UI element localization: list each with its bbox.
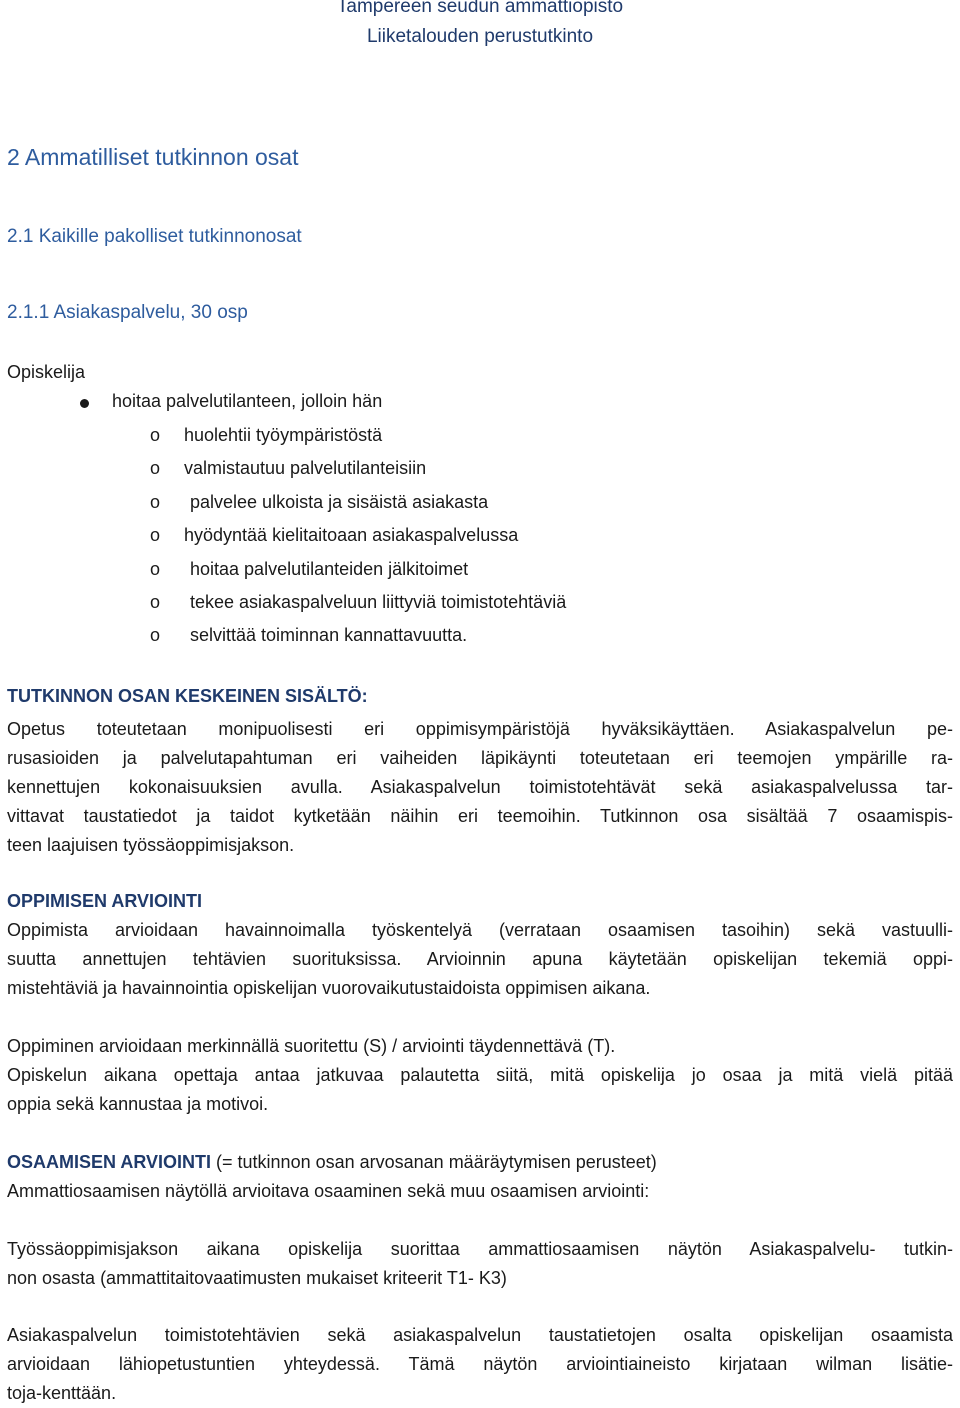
list-item: tekee asiakaspalveluun liittyviä toimistotehtäviä — [190, 592, 567, 612]
assessment-line: Oppimista arvioidaan havainnoimalla työskentelyä (verrataan osaamisen tasoihin) sekä vastuulli- — [7, 920, 953, 940]
bullet-marker — [80, 399, 89, 408]
content-line: kennettujen kokonaisuuksien avulla. Asiakaspalvelun toimistotehtävät sekä asiakaspalvelussa tar- — [7, 777, 953, 797]
list-item: valmistautuu palvelutilanteisiin — [184, 458, 427, 478]
list-marker: o — [150, 625, 161, 645]
content-line: teen laajuisen työssäoppimisjakson. — [7, 835, 295, 855]
list-marker: o — [150, 458, 161, 478]
assessment-heading: OPPIMISEN ARVIOINTI — [7, 891, 203, 911]
content-line: rusasioiden ja palvelutapahtuman eri vaiheiden läpikäynti toteutetaan eri teemojen ympärille ra- — [7, 748, 953, 768]
list-item: palvelee ulkoista ja sisäistä asiakasta — [190, 492, 489, 512]
competence-heading-line — [7, 1148, 953, 1177]
list-item: selvittää toiminnan kannattavuutta. — [190, 625, 468, 645]
assessment-line: Opiskelun aikana opettaja antaa jatkuvaa palautetta siitä, mitä opiskelija jo osaa ja mitä vielä pitää — [7, 1065, 953, 1085]
list-marker: o — [150, 559, 161, 579]
list-item: huolehtii työympäristöstä — [184, 425, 383, 445]
subsection-heading: 2.1 Kaikille pakolliset tutkinnonosat — [7, 226, 302, 247]
assessment-line: Oppiminen arvioidaan merkinnällä suoritettu (S) / arviointi täydennettävä (T). — [7, 1036, 616, 1056]
section-heading: 2 Ammatilliset tutkinnon osat — [7, 144, 299, 170]
competence-line: Asiakaspalvelun toimistotehtävien sekä asiakaspalvelun taustatietojen osalta opiskelijan osaamista — [7, 1325, 953, 1345]
list-marker: o — [150, 492, 161, 512]
content-heading: TUTKINNON OSAN KESKEINEN SISÄLTÖ: — [7, 686, 368, 706]
competence-line: toja-kenttään. — [7, 1383, 117, 1403]
list-marker: o — [150, 525, 161, 545]
assessment-line: suutta annettujen tehtävien suorituksissa. Arvioinnin apuna käytetään opiskelijan tekemiä oppi- — [7, 949, 953, 969]
competence-intro: Ammattiosaamisen näytöllä arvioitava osaaminen sekä muu osaamisen arviointi: — [7, 1181, 650, 1201]
subsubsection-heading: 2.1.1 Asiakaspalvelu, 30 osp — [7, 302, 248, 323]
list-item: hyödyntää kielitaitoaan asiakaspalvelussa — [184, 525, 519, 545]
student-label: Opiskelija — [7, 362, 86, 382]
content-line: vittavat taustatiedot ja taidot kytketään näihin eri teemoihin. Tutkinnon osa sisältää 7 osaamispis- — [7, 806, 953, 826]
competence-line: arvioidaan lähiopetustuntien yhteydessä. Tämä näytön arviointiaineisto kirjataan wilman lisätie- — [7, 1354, 953, 1374]
bullet-text: hoitaa palvelutilanteen, jolloin hän — [112, 391, 383, 411]
competence-line: Työssäoppimisjakson aikana opiskelija suorittaa ammattiosaamisen näytön Asiakaspalvelu- tutkin- — [7, 1239, 953, 1259]
competence-heading: OSAAMISEN ARVIOINTI — [7, 1152, 212, 1172]
content-line: Opetus toteutetaan monipuolisesti eri oppimisympäristöjä hyväksikäyttäen. Asiakaspalvelun pe- — [7, 719, 953, 739]
competence-line: non osasta (ammattitaitovaatimusten mukaiset kriteerit T1- K3) — [7, 1268, 507, 1288]
assessment-line: oppia sekä kannustaa ja motivoi. — [7, 1094, 269, 1114]
header-degree: Liiketalouden perustutkinto — [366, 26, 594, 47]
list-marker: o — [150, 592, 161, 612]
assessment-line: mistehtäviä ja havainnointia opiskelijan vuorovaikutustaidoista oppimisen aikana. — [7, 978, 651, 998]
list-item: hoitaa palvelutilanteiden jälkitoimet — [190, 559, 469, 579]
competence-heading-note: (= tutkinnon osan arvosanan määräytymisen perusteet) — [211, 1152, 657, 1172]
list-marker: o — [150, 425, 161, 445]
header-school: Tampereen seudun ammattiopisto — [336, 0, 624, 17]
